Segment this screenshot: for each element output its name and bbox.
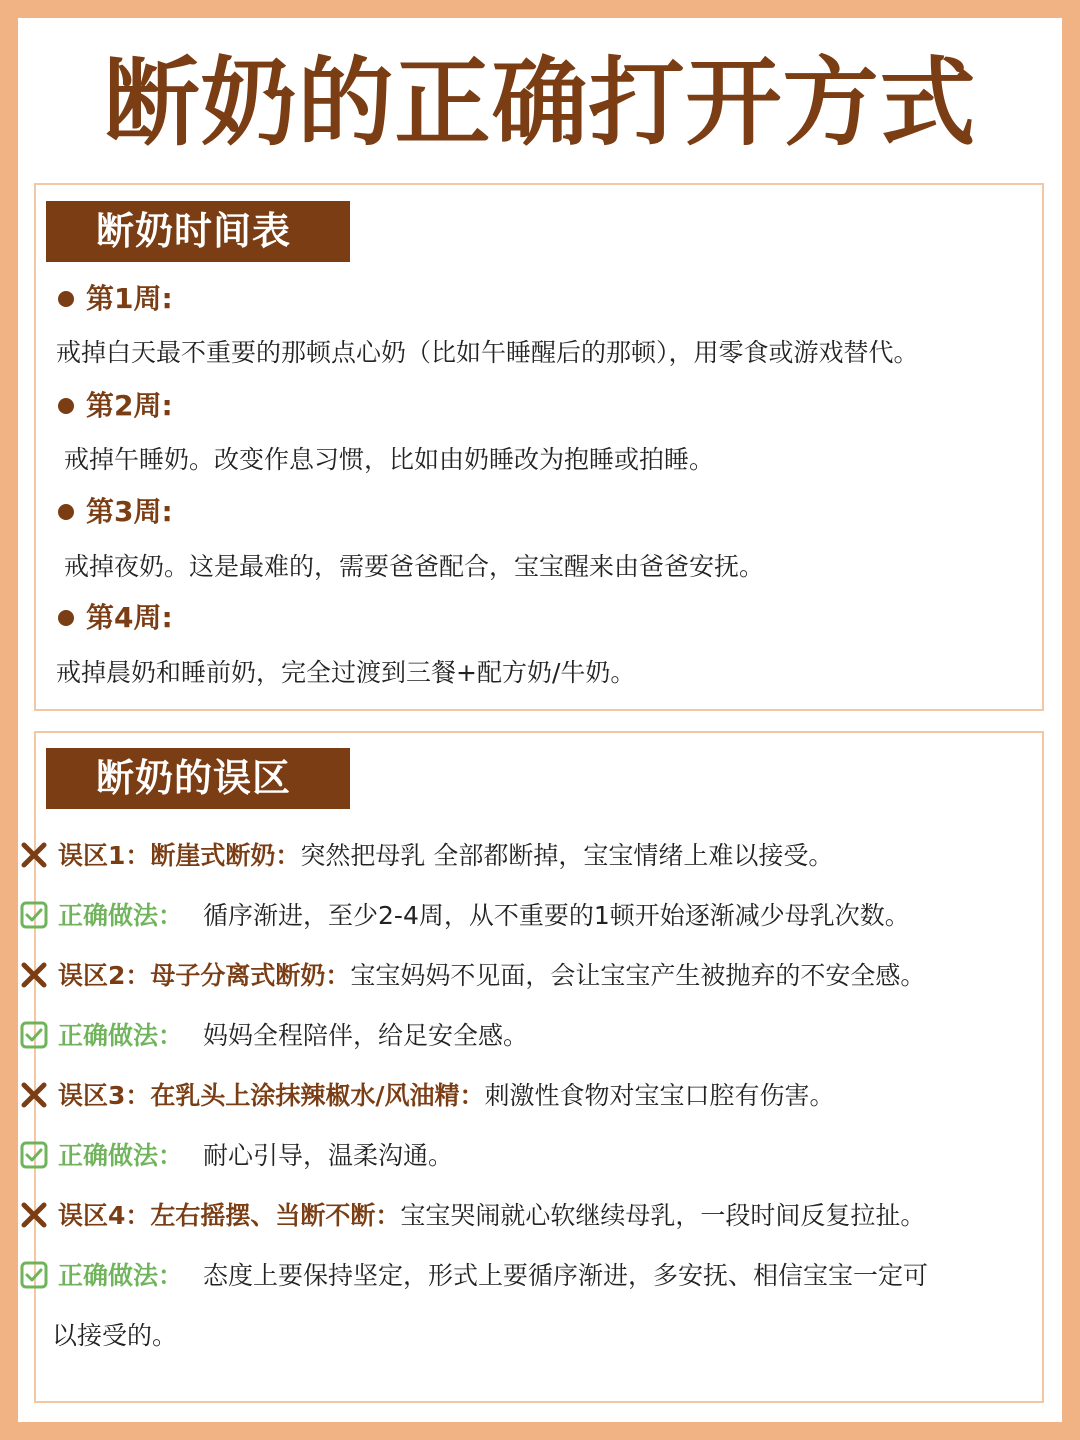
cross-icon (20, 841, 48, 869)
fix-row: 正确做法： 妈妈全程陪伴，给足安全感。 (20, 1016, 528, 1056)
fix-continuation: 以接受的。 (52, 1321, 178, 1350)
checkbox-icon (20, 1021, 48, 1049)
cross-icon (20, 1201, 48, 1229)
mistake-row: 误区3：在乳头上涂抹辣椒水/风油精：刺激性食物对宝宝口腔有伤害。 (20, 1076, 835, 1116)
page-title: 断奶的正确打开方式 (103, 47, 977, 159)
week-heading: 第3周: (58, 492, 173, 532)
mistake-row: 误区2：母子分离式断奶：宝宝妈妈不见面，会让宝宝产生被抛弃的不安全感。 (20, 956, 925, 996)
fix-row: 正确做法： 循序渐进，至少2-4周，从不重要的1顿开始逐渐减少母乳次数。 (20, 896, 910, 936)
week-heading: 第1周: (58, 279, 173, 319)
week-desc: 戒掉白天最不重要的那顿点心奶（比如午睡醒后的那顿），用零食或游戏替代。 (56, 338, 919, 367)
checkbox-icon (20, 901, 48, 929)
week-desc: 戒掉夜奶。这是最难的，需要爸爸配合，宝宝醒来由爸爸安抚。 (64, 552, 765, 581)
week-heading: 第4周: (58, 598, 173, 638)
week-desc: 戒掉晨奶和睡前奶，完全过渡到三餐+配方奶/牛奶。 (56, 658, 636, 687)
dot-icon (58, 504, 74, 520)
dot-icon (58, 398, 74, 414)
cross-icon (20, 961, 48, 989)
mistake-row: 误区4：左右摇摆、当断不断：宝宝哭闹就心软继续母乳，一段时间反复拉扯。 (20, 1196, 925, 1236)
week-heading: 第2周: (58, 386, 173, 426)
dot-icon (58, 610, 74, 626)
mistakes-tag: 断奶的误区 (46, 748, 350, 809)
mistake-row: 误区1：断崖式断奶：突然把母乳 全部都断掉，宝宝情绪上难以接受。 (20, 836, 833, 876)
checkbox-icon (20, 1261, 48, 1289)
cross-icon (20, 1081, 48, 1109)
fix-row: 正确做法： 耐心引导，温柔沟通。 (20, 1136, 453, 1176)
dot-icon (58, 291, 74, 307)
fix-row: 正确做法： 态度上要保持坚定，形式上要循序渐进，多安抚、相信宝宝一定可 (20, 1256, 928, 1296)
schedule-panel (34, 183, 1044, 711)
checkbox-icon (20, 1141, 48, 1169)
schedule-tag: 断奶时间表 (46, 201, 350, 262)
week-desc: 戒掉午睡奶。改变作息习惯，比如由奶睡改为抱睡或拍睡。 (64, 445, 715, 474)
mistakes-panel (34, 731, 1044, 1403)
